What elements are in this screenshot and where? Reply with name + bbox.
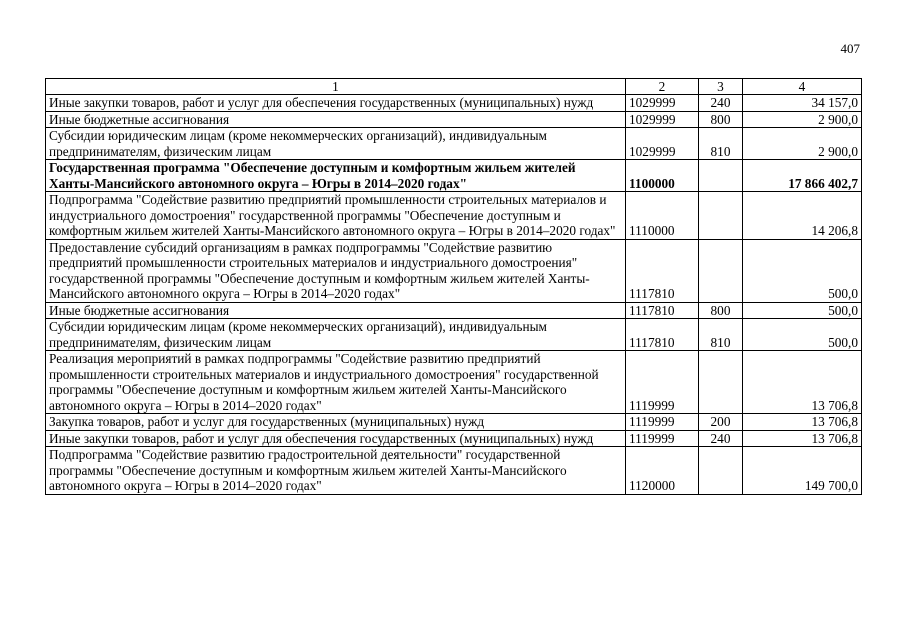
row-name: Иные бюджетные ассигнования <box>46 111 626 128</box>
row-amount: 14 206,8 <box>743 192 862 240</box>
row-amount: 2 900,0 <box>743 128 862 160</box>
row-amount: 500,0 <box>743 302 862 319</box>
row-amount: 500,0 <box>743 239 862 302</box>
row-name: Иные закупки товаров, работ и услуг для обеспечения государственных (муниципальных) нужд <box>46 430 626 447</box>
row-expense-type <box>699 351 743 414</box>
row-name: Предоставление субсидий организациям в рамках подпрограммы "Содействие развитию предприятий промышленности строительных материалов и индустриального домостроения" государственной программы "Обеспечение доступным и комфортным жильем жителей Ханты-Мансийского автономного округа – Югры в 2014–2020 годах" <box>46 239 626 302</box>
row-name: Государственная программа "Обеспечение доступным и комфортным жильем жителей Ханты-Мансийского автономного округа – Югры в 2014–2020 годах" <box>46 160 626 192</box>
row-target-code: 1100000 <box>626 160 699 192</box>
budget-table <box>45 78 862 495</box>
table-row <box>46 351 862 414</box>
row-amount: 13 706,8 <box>743 414 862 431</box>
row-amount: 500,0 <box>743 319 862 351</box>
table-row <box>46 95 862 112</box>
row-expense-type: 810 <box>699 319 743 351</box>
table-header-row <box>46 79 862 95</box>
row-amount: 149 700,0 <box>743 447 862 495</box>
row-expense-type: 240 <box>699 95 743 112</box>
budget-table-body <box>46 79 862 495</box>
table-row <box>46 160 862 192</box>
table-row <box>46 128 862 160</box>
row-expense-type: 800 <box>699 111 743 128</box>
table-row <box>46 430 862 447</box>
row-expense-type <box>699 239 743 302</box>
row-name: Подпрограмма "Содействие развитию предприятий промышленности строительных материалов и индустриального домостроения" государственной программы "Обеспечение доступным и комфортным жильем жителей Ханты-Мансийского автономного округа – Югры в 2014–2020 годах" <box>46 192 626 240</box>
row-target-code: 1120000 <box>626 447 699 495</box>
table-row <box>46 302 862 319</box>
row-amount: 34 157,0 <box>743 95 862 112</box>
header-col-4: 4 <box>743 79 862 95</box>
row-target-code: 1117810 <box>626 239 699 302</box>
table-row <box>46 447 862 495</box>
table-row <box>46 414 862 431</box>
header-col-2: 2 <box>626 79 699 95</box>
page-number: 407 <box>840 41 860 56</box>
row-expense-type: 200 <box>699 414 743 431</box>
row-expense-type <box>699 447 743 495</box>
row-expense-type: 240 <box>699 430 743 447</box>
row-amount: 13 706,8 <box>743 430 862 447</box>
row-expense-type <box>699 160 743 192</box>
table-row <box>46 111 862 128</box>
header-col-1: 1 <box>46 79 626 95</box>
row-name: Реализация мероприятий в рамках подпрограммы "Содействие развитию предприятий промышленности строительных материалов и индустриального домостроения" государственной программы "Обеспечение доступным и комфортным жильем жителей Ханты-Мансийского автономного округа – Югры в 2014–2020 годах" <box>46 351 626 414</box>
row-name: Подпрограмма "Содействие развитию градостроительной деятельности" государственной программы "Обеспечение доступным и комфортным жильем жителей Ханты-Мансийского автономного округа – Югры в 2014–2020 годах" <box>46 447 626 495</box>
row-target-code: 1117810 <box>626 319 699 351</box>
row-target-code: 1119999 <box>626 351 699 414</box>
row-expense-type: 810 <box>699 128 743 160</box>
row-target-code: 1119999 <box>626 430 699 447</box>
row-amount: 2 900,0 <box>743 111 862 128</box>
row-name: Субсидии юридическим лицам (кроме некоммерческих организаций), индивидуальным предпринимателям, физическим лицам <box>46 319 626 351</box>
table-row <box>46 239 862 302</box>
row-expense-type: 800 <box>699 302 743 319</box>
row-target-code: 1117810 <box>626 302 699 319</box>
row-name: Закупка товаров, работ и услуг для государственных (муниципальных) нужд <box>46 414 626 431</box>
header-col-3: 3 <box>699 79 743 95</box>
row-target-code: 1110000 <box>626 192 699 240</box>
row-name: Субсидии юридическим лицам (кроме некоммерческих организаций), индивидуальным предпринимателям, физическим лицам <box>46 128 626 160</box>
row-target-code: 1119999 <box>626 414 699 431</box>
row-target-code: 1029999 <box>626 128 699 160</box>
table-row <box>46 192 862 240</box>
row-name: Иные закупки товаров, работ и услуг для обеспечения государственных (муниципальных) нужд <box>46 95 626 112</box>
row-amount: 13 706,8 <box>743 351 862 414</box>
row-target-code: 1029999 <box>626 95 699 112</box>
row-expense-type <box>699 192 743 240</box>
row-amount: 17 866 402,7 <box>743 160 862 192</box>
table-row <box>46 319 862 351</box>
row-target-code: 1029999 <box>626 111 699 128</box>
row-name: Иные бюджетные ассигнования <box>46 302 626 319</box>
